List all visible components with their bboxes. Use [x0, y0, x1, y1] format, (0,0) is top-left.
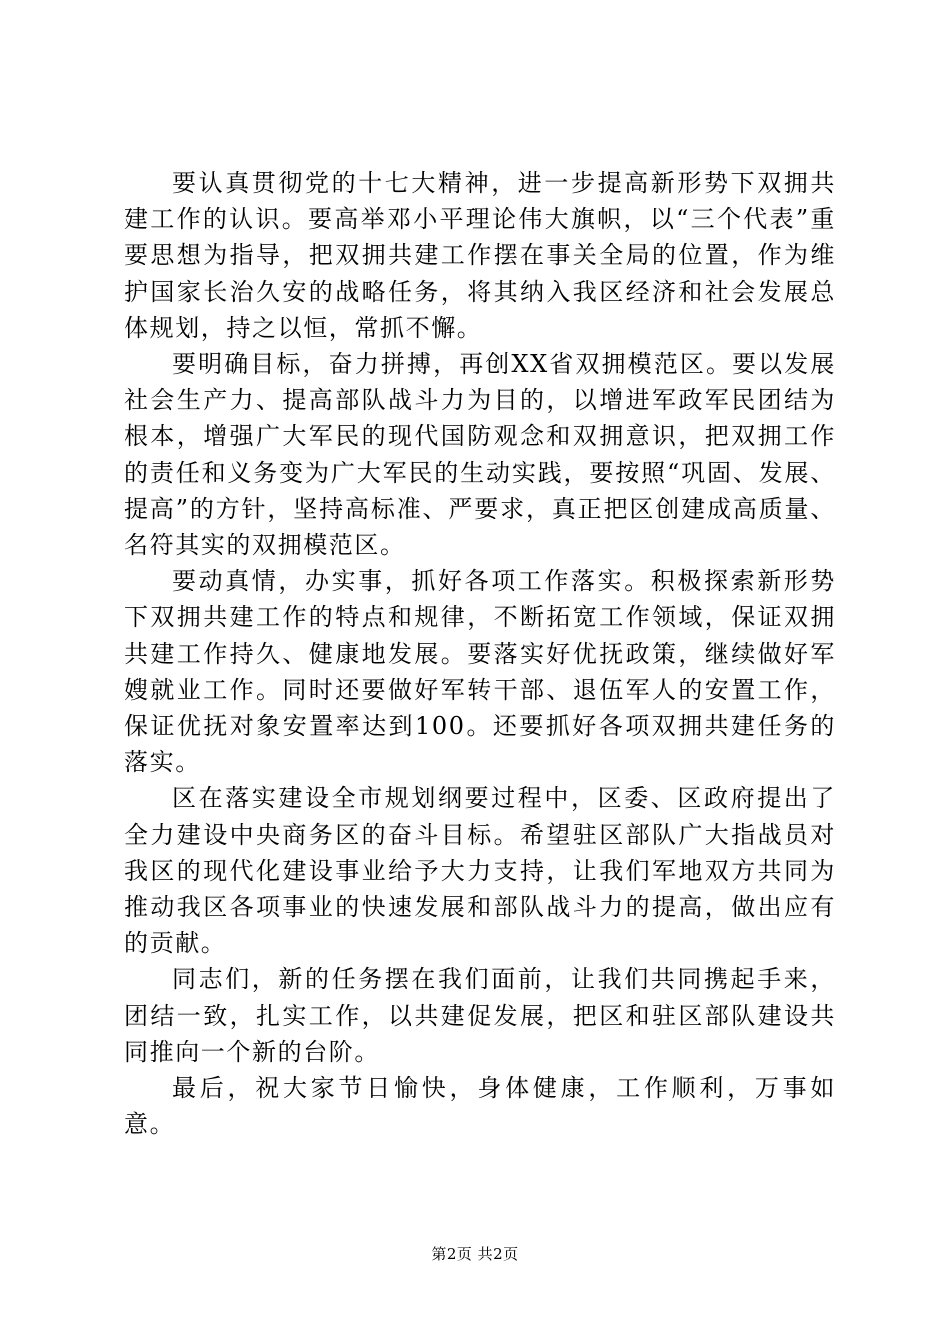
page-number-footer: 第2页 共2页: [431, 1245, 519, 1263]
paragraph-4: 区在落实建设全市规划纲要过程中，区委、区政府提出了全力建设中央商务区的奋斗目标。希望驻区部队广大指战员对我区的现代化建设事业给予大力支持，让我们军地双方共同为推动我区各项事业的快速发展和部队战斗力的提高，做出应有的贡献。: [124, 784, 836, 958]
document-body: [124, 165, 836, 1142]
paragraph-5: 同志们，新的任务摆在我们面前，让我们共同携起手来，团结一致，扎实工作，以共建促发展，把区和驻区部队建设共同推向一个新的台阶。: [124, 965, 836, 1066]
paragraph-3: 要动真情，办实事，抓好各项工作落实。积极探索新形势下双拥共建工作的特点和规律，不断拓宽工作领域，保证双拥共建工作持久、健康地发展。要落实好优抚政策，继续做好军嫂就业工作。同时还要做好军转干部、退伍军人的安置工作，保证优抚对象安置率达到100。还要抓好各项双拥共建任务的落实。: [124, 567, 836, 777]
paragraph-6: 最后，祝大家节日愉快，身体健康，工作顺利，万事如意。: [124, 1074, 836, 1139]
paragraph-2: 要明确目标，奋力拼搏，再创XX省双拥模范区。要以发展社会生产力、提高部队战斗力为目的，以增进军政军民团结为根本，增强广大军民的现代国防观念和双拥意识，把双拥工作的责任和义务变为广大军民的生动实践，要按照“巩固、发展、提高”的方针，坚持高标准、严要求，真正把区创建成高质量、名符其实的双拥模范区。: [124, 350, 836, 560]
paragraph-1: 要认真贯彻党的十七大精神，进一步提高新形势下双拥共建工作的认识。要高举邓小平理论伟大旗帜，以“三个代表”重要思想为指导，把双拥共建工作摆在事关全局的位置，作为维护国家长治久安的战略任务，将其纳入我区经济和社会发展总体规划，持之以恒，常抓不懈。: [124, 169, 836, 342]
